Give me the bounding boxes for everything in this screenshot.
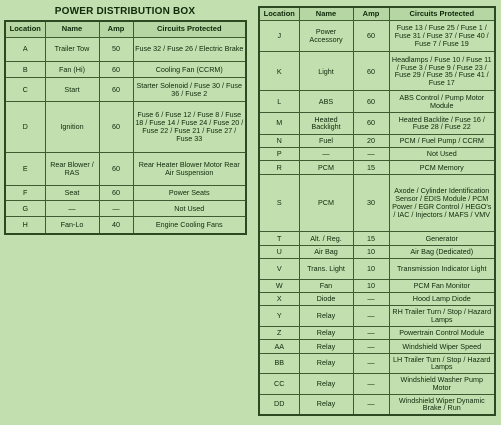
table-header-row [5, 21, 246, 37]
cell-name: Ignition [45, 102, 99, 152]
cell-location: DD [259, 394, 299, 415]
cell-name: Relay [299, 353, 353, 374]
header-location: Location [5, 21, 45, 37]
table-row [5, 37, 246, 61]
cell-name: Trailer Tow [45, 37, 99, 61]
cell-location: Y [259, 306, 299, 327]
cell-name: Start [45, 77, 99, 101]
right-fuse-table [258, 6, 496, 416]
cell-circuits: Engine Cooling Fans [133, 217, 246, 234]
cell-name: Relay [299, 340, 353, 353]
cell-amp: 10 [353, 259, 389, 280]
cell-amp: 60 [99, 61, 133, 77]
cell-circuits: Heated Backlite / Fuse 16 / Fuse 28 / Fuse 22 [389, 113, 495, 135]
cell-location: P [259, 148, 299, 161]
cell-location: V [259, 259, 299, 280]
cell-circuits: Not Used [389, 148, 495, 161]
cell-circuits: Axode / Cylinder Identification Sensor / EDIS Module / PCM Power / EGR Control / HEGO's / IAC / Injectors / MAFS / VMV [389, 174, 495, 232]
table-header-row [259, 7, 495, 20]
cell-amp: 50 [99, 37, 133, 61]
cell-name: Fan [299, 279, 353, 292]
cell-location: D [5, 102, 45, 152]
table-row [5, 102, 246, 152]
cell-name: Light [299, 52, 353, 91]
cell-circuits: PCM Fan Monitor [389, 279, 495, 292]
cell-name: PCM [299, 174, 353, 232]
cell-amp: 15 [353, 232, 389, 245]
cell-amp: — [353, 292, 389, 305]
table-row [5, 152, 246, 185]
table-row [259, 161, 495, 174]
cell-amp: 60 [99, 102, 133, 152]
cell-circuits: ABS Control / Pump Motor Module [389, 91, 495, 113]
cell-circuits: Headlamps / Fuse 10 / Fuse 11 / Fuse 3 / Fuse 9 / Fuse 23 / Fuse 29 / Fuse 35 / Fuse 41 / Fuse 17 [389, 52, 495, 91]
table-row [259, 134, 495, 147]
cell-location: J [259, 20, 299, 52]
cell-amp: — [353, 374, 389, 395]
cell-name: — [299, 148, 353, 161]
cell-name: Rear Blower / RAS [45, 152, 99, 185]
cell-location: G [5, 201, 45, 217]
cell-circuits: Not Used [133, 201, 246, 217]
table-row [259, 353, 495, 374]
table-row [259, 52, 495, 91]
cell-name: PCM [299, 161, 353, 174]
header-circuits: Circuits Protected [389, 7, 495, 20]
cell-name: Relay [299, 374, 353, 395]
table-row [259, 340, 495, 353]
cell-location: K [259, 52, 299, 91]
cell-location: A [5, 37, 45, 61]
cell-name: Air Bag [299, 245, 353, 258]
cell-name: Fan (Hi) [45, 61, 99, 77]
cell-name: Relay [299, 306, 353, 327]
cell-circuits: Transmission Indicator Light [389, 259, 495, 280]
table-row [259, 91, 495, 113]
cell-name: Relay [299, 326, 353, 339]
cell-location: U [259, 245, 299, 258]
cell-circuits: LH Trailer Turn / Stop / Hazard Lamps [389, 353, 495, 374]
cell-name: — [45, 201, 99, 217]
cell-location: E [5, 152, 45, 185]
cell-circuits: RH Trailer Turn / Stop / Hazard Lamps [389, 306, 495, 327]
cell-name: Fuel [299, 134, 353, 147]
cell-amp: — [353, 353, 389, 374]
page-title: POWER DISTRIBUTION BOX [54, 6, 196, 17]
table-row [259, 394, 495, 415]
table-row [259, 232, 495, 245]
left-fuse-table [4, 20, 247, 235]
cell-name: Power Accessory [299, 20, 353, 52]
cell-amp: 60 [353, 91, 389, 113]
table-row [259, 374, 495, 395]
cell-location: C [5, 77, 45, 101]
cell-location: T [259, 232, 299, 245]
cell-circuits: Generator [389, 232, 495, 245]
cell-name: Trans. Light [299, 259, 353, 280]
cell-location: S [259, 174, 299, 232]
cell-circuits: Rear Heater Blower Motor Rear Air Suspension [133, 152, 246, 185]
cell-circuits: Powertrain Control Module [389, 326, 495, 339]
cell-amp: 60 [353, 52, 389, 91]
cell-amp: 60 [99, 185, 133, 201]
cell-amp: 10 [353, 279, 389, 292]
table-row [259, 174, 495, 232]
table-row [259, 259, 495, 280]
cell-circuits: Power Seats [133, 185, 246, 201]
cell-location: F [5, 185, 45, 201]
table-row [259, 20, 495, 52]
cell-amp: 40 [99, 217, 133, 234]
cell-amp: 60 [353, 113, 389, 135]
header-name: Name [45, 21, 99, 37]
cell-amp: — [353, 148, 389, 161]
cell-name: Relay [299, 394, 353, 415]
cell-amp: — [353, 340, 389, 353]
table-row [5, 201, 246, 217]
cell-circuits: Windshield Wiper Dynamic Brake / Run [389, 394, 495, 415]
cell-amp: — [353, 394, 389, 415]
cell-name: Seat [45, 185, 99, 201]
cell-amp: 10 [353, 245, 389, 258]
cell-circuits: Fuse 32 / Fuse 26 / Electric Brake [133, 37, 246, 61]
cell-amp: 20 [353, 134, 389, 147]
cell-name: Alt. / Reg. [299, 232, 353, 245]
cell-circuits: PCM / Fuel Pump / CCRM [389, 134, 495, 147]
cell-name: Fan-Lo [45, 217, 99, 234]
cell-name: Diode [299, 292, 353, 305]
table-row [259, 326, 495, 339]
cell-location: X [259, 292, 299, 305]
table-row [5, 185, 246, 201]
table-row [259, 292, 495, 305]
cell-circuits: Hood Lamp Diode [389, 292, 495, 305]
cell-amp: 60 [99, 77, 133, 101]
header-amp: Amp [353, 7, 389, 20]
cell-circuits: Starter Solenoid / Fuse 30 / Fuse 36 / Fuse 2 [133, 77, 246, 101]
table-row [5, 77, 246, 101]
cell-name: ABS [299, 91, 353, 113]
cell-location: AA [259, 340, 299, 353]
cell-circuits: PCM Memory [389, 161, 495, 174]
header-amp: Amp [99, 21, 133, 37]
cell-location: Z [259, 326, 299, 339]
cell-location: BB [259, 353, 299, 374]
table-row [5, 61, 246, 77]
cell-location: L [259, 91, 299, 113]
cell-circuits: Fuse 6 / Fuse 12 / Fuse 8 / Fuse 18 / Fuse 14 / Fuse 24 / Fuse 20 / Fuse 22 / Fuse 21 / Fuse 27 / Fuse 33 [133, 102, 246, 152]
cell-circuits: Air Bag (Dedicated) [389, 245, 495, 258]
table-row [259, 306, 495, 327]
cell-location: M [259, 113, 299, 135]
table-row [259, 245, 495, 258]
header-location: Location [259, 7, 299, 20]
cell-amp: 60 [353, 20, 389, 52]
cell-circuits: Windshield Wiper Speed [389, 340, 495, 353]
cell-amp: 15 [353, 161, 389, 174]
cell-location: R [259, 161, 299, 174]
table-row [259, 113, 495, 135]
cell-location: W [259, 279, 299, 292]
cell-location: CC [259, 374, 299, 395]
cell-location: B [5, 61, 45, 77]
cell-location: N [259, 134, 299, 147]
cell-amp: 30 [353, 174, 389, 232]
cell-circuits: Windshield Washer Pump Motor [389, 374, 495, 395]
cell-amp: — [99, 201, 133, 217]
header-circuits: Circuits Protected [133, 21, 246, 37]
table-row [259, 148, 495, 161]
cell-name: Heated Backlight [299, 113, 353, 135]
cell-amp: — [353, 306, 389, 327]
table-row [259, 279, 495, 292]
cell-location: H [5, 217, 45, 234]
table-row [5, 217, 246, 234]
cell-amp: 60 [99, 152, 133, 185]
header-name: Name [299, 7, 353, 20]
cell-amp: — [353, 326, 389, 339]
cell-circuits: Cooling Fan (CCRM) [133, 61, 246, 77]
cell-circuits: Fuse 13 / Fuse 25 / Fuse 1 / Fuse 31 / Fuse 37 / Fuse 40 / Fuse 7 / Fuse 19 [389, 20, 495, 52]
